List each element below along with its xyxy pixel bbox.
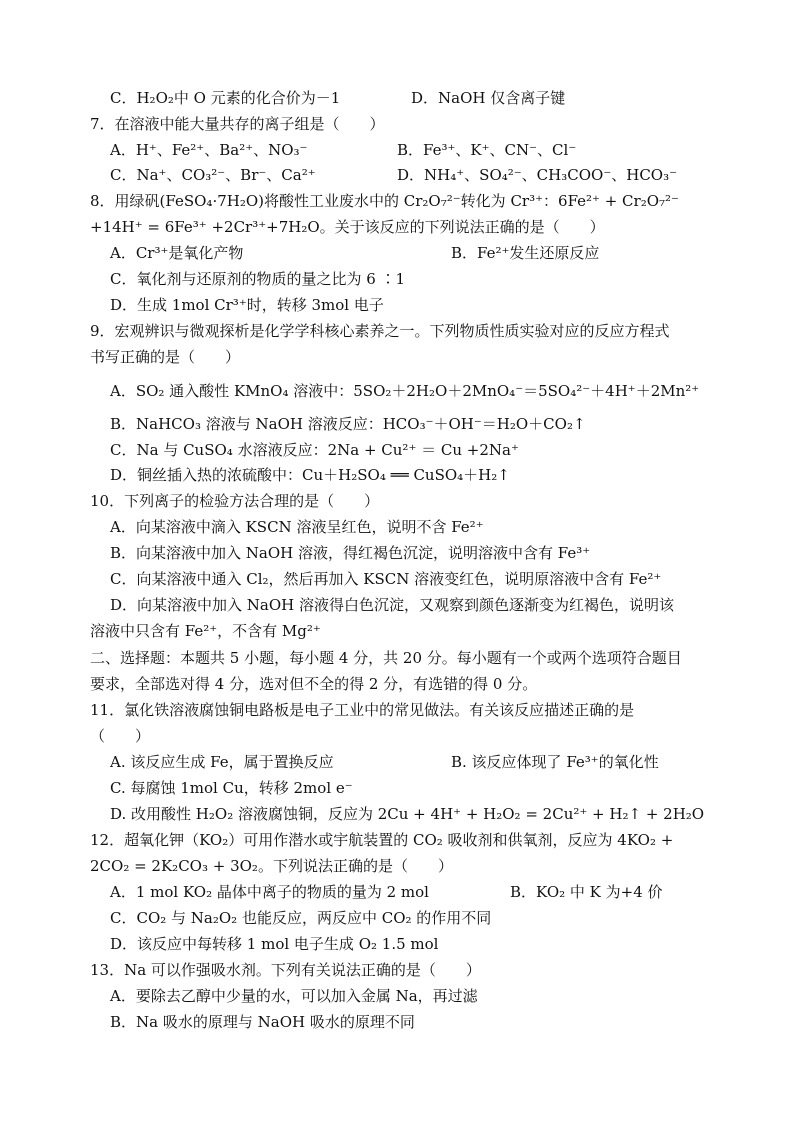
q12-option-d: D．该反应中每转移 1 mol 电子生成 O₂ 1.5 mol bbox=[110, 935, 439, 953]
q7-option-a: A．H⁺、Fe²⁺、Ba²⁺、NO₃⁻ bbox=[110, 141, 308, 159]
q13-stem: 13．Na 可以作强吸水剂。下列有关说法正确的是（ ） bbox=[90, 961, 481, 979]
q12-option-b: B．KO₂ 中 K 为+4 价 bbox=[510, 883, 663, 901]
q7-option-b: B．Fe³⁺、K⁺、CN⁻、Cl⁻ bbox=[397, 141, 577, 159]
q10-option-d-line1: D．向某溶液中加入 NaOH 溶液得白色沉淀，又观察到颜色逐渐变为红褐色，说明该 bbox=[110, 596, 675, 614]
q12-stem-line1: 12．超氧化钾（KO₂）可用作潜水或宇航装置的 CO₂ 吸收剂和供氧剂，反应为 4KO₂ + bbox=[90, 831, 674, 849]
q6-option-d: D．NaOH 仅含离子键 bbox=[411, 89, 566, 107]
q13-option-b: B．Na 吸水的原理与 NaOH 吸水的原理不同 bbox=[110, 1013, 415, 1031]
q9-option-c: C．Na 与 CuSO₄ 水溶液反应：2Na + Cu²⁺ ＝ Cu +2Na⁺ bbox=[110, 441, 519, 459]
section2-heading-line1: 二、选择题：本题共 5 小题，每小题 4 分，共 20 分。每小题有一个或两个选项符合题目 bbox=[90, 649, 682, 667]
q11-stem-line1: 11．氯化铁溶液腐蚀铜电路板是电子工业中的常见做法。有关该反应描述正确的是 bbox=[90, 701, 635, 719]
q8-option-d: D．生成 1mol Cr³⁺时，转移 3mol 电子 bbox=[110, 296, 384, 314]
q10-option-b: B．向某溶液中加入 NaOH 溶液，得红褐色沉淀，说明溶液中含有 Fe³⁺ bbox=[110, 544, 591, 562]
q7-option-c: C．Na⁺、CO₃²⁻、Br⁻、Ca²⁺ bbox=[110, 166, 316, 184]
q7-option-d: D．NH₄⁺、SO₄²⁻、CH₃COO⁻、HCO₃⁻ bbox=[397, 166, 678, 184]
q6-option-c: C．H₂O₂中 O 元素的化合价为－1 bbox=[110, 89, 341, 107]
q8-option-a: A．Cr³⁺是氧化产物 bbox=[110, 244, 244, 262]
q10-option-c: C．向某溶液中通入 Cl₂，然后再加入 KSCN 溶液变红色，说明原溶液中含有 Fe²⁺ bbox=[110, 570, 662, 588]
q12-option-a: A．1 mol KO₂ 晶体中离子的物质的量为 2 mol bbox=[110, 883, 429, 901]
q11-option-c: C. 每腐蚀 1mol Cu，转移 2mol e⁻ bbox=[110, 779, 353, 797]
q9-option-a: A．SO₂ 通入酸性 KMnO₄ 溶液中：5SO₂＋2H₂O＋2MnO₄⁻＝5SO₄²⁻＋4H⁺＋2Mn²⁺ bbox=[110, 382, 700, 400]
q9-stem-line1: 9．宏观辨识与微观探析是化学学科核心素养之一。下列物质性质实验对应的反应方程式 bbox=[90, 322, 670, 340]
q13-option-a: A．要除去乙醇中少量的水，可以加入金属 Na，再过滤 bbox=[110, 987, 478, 1005]
q11-option-b: B. 该反应体现了 Fe³⁺的氧化性 bbox=[451, 753, 659, 771]
q8-stem-line2: +14H⁺ = 6Fe³⁺ +2Cr³⁺+7H₂O。关于该反应的下列说法正确的是（ ） bbox=[90, 218, 605, 236]
q9-option-d: D．铜丝插入热的浓硫酸中：Cu＋H₂SO₄ ══ CuSO₄＋H₂↑ bbox=[110, 466, 510, 484]
q11-option-d: D. 改用酸性 H₂O₂ 溶液腐蚀铜，反应为 2Cu + 4H⁺ + H₂O₂ = 2Cu²⁺ + H₂↑ + 2H₂O bbox=[110, 805, 705, 823]
q12-option-c: C．CO₂ 与 Na₂O₂ 也能反应，两反应中 CO₂ 的作用不同 bbox=[110, 909, 492, 927]
q10-option-a: A．向某溶液中滴入 KSCN 溶液呈红色，说明不含 Fe²⁺ bbox=[110, 518, 484, 536]
q8-stem-line1: 8．用绿矾(FeSO₄·7H₂O)将酸性工业废水中的 Cr₂O₇²⁻转化为 Cr³⁺：6Fe²⁺ + Cr₂O₇²⁻ bbox=[90, 192, 679, 210]
q9-option-b: B．NaHCO₃ 溶液与 NaOH 溶液反应：HCO₃⁻＋OH⁻＝H₂O＋CO₂↑ bbox=[110, 415, 586, 433]
q9-stem-line2: 书写正确的是（ ） bbox=[90, 348, 241, 366]
q12-stem-line2: 2CO₂ = 2K₂CO₃ + 3O₂。下列说法正确的是（ ） bbox=[90, 857, 453, 875]
q10-option-d-line2: 溶液中只含有 Fe²⁺，不含有 Mg²⁺ bbox=[90, 622, 321, 640]
q11-stem-line2: （ ） bbox=[90, 727, 151, 745]
q7-stem: 7．在溶液中能大量共存的离子组是（ ） bbox=[90, 115, 385, 133]
section2-heading-line2: 要求，全部选对得 4 分，选对但不全的得 2 分，有选错的得 0 分。 bbox=[90, 675, 538, 693]
q10-stem: 10．下列离子的检验方法合理的是（ ） bbox=[90, 492, 380, 510]
q11-option-a: A. 该反应生成 Fe，属于置换反应 bbox=[110, 753, 334, 771]
q8-option-b: B．Fe²⁺发生还原反应 bbox=[451, 244, 600, 262]
q8-option-c: C．氧化剂与还原剂的物质的量之比为 6 ∶1 bbox=[110, 270, 406, 288]
